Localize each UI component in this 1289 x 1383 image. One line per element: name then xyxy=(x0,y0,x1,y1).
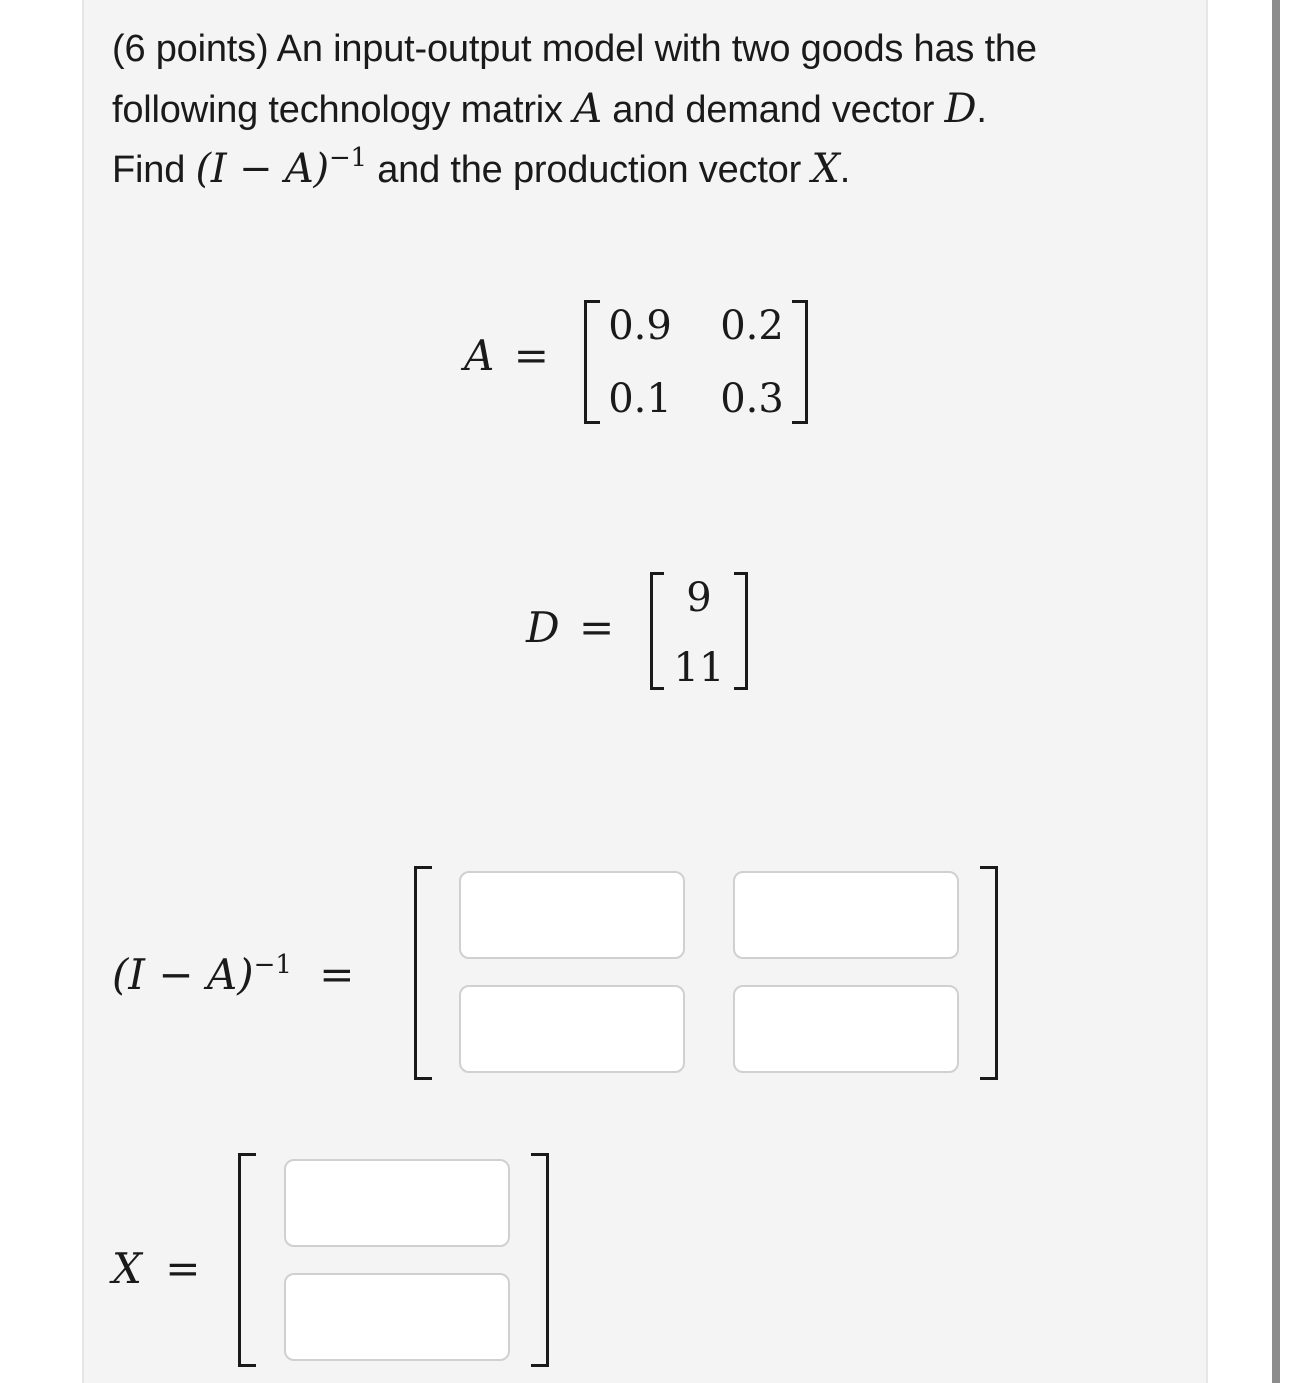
inverse-answer-input-r2c2[interactable] xyxy=(733,985,959,1073)
vector-D-right-bracket xyxy=(734,572,748,690)
matrix-A-left-bracket xyxy=(584,300,600,424)
vector-D-left-bracket xyxy=(650,572,664,690)
matrix-A-cell: 0.1 xyxy=(608,376,672,422)
inverse-answer-label xyxy=(112,950,354,999)
production-left-bracket xyxy=(238,1153,256,1367)
question-text-1: An input-output model with two goods has the xyxy=(276,28,1037,70)
vector-D-cell: 11 xyxy=(673,645,725,691)
matrix-A-cell: 0.3 xyxy=(720,376,784,422)
production-answer-symbol: X xyxy=(112,1244,142,1293)
var-X: X xyxy=(811,146,840,192)
inverse-answer-input-r1c1[interactable] xyxy=(459,871,685,959)
production-answer-label xyxy=(112,1244,200,1293)
var-D: D xyxy=(944,86,977,132)
matrix-A-symbol: A xyxy=(464,331,495,380)
matrix-A-cell: 0.2 xyxy=(720,303,784,349)
inverse-answer-expression: (I − A) xyxy=(112,950,254,999)
inverse-exponent: −1 xyxy=(328,143,367,173)
production-answer-input-1[interactable] xyxy=(284,1159,510,1247)
matrix-A-right-bracket xyxy=(792,300,808,424)
vector-D-symbol: D xyxy=(526,603,560,652)
inverse-answer-input-r2c1[interactable] xyxy=(459,985,685,1073)
inverse-left-bracket xyxy=(414,866,432,1080)
scrollbar[interactable] xyxy=(1272,0,1280,1383)
inverse-expression: (I − A) xyxy=(195,146,329,192)
points-label: (6 points) xyxy=(112,28,269,70)
equals-sign: = xyxy=(319,950,355,999)
equals-sign: = xyxy=(165,1244,201,1293)
period: . xyxy=(976,89,987,131)
question-text-2b: and demand vector xyxy=(612,89,935,131)
inverse-answer-exponent: −1 xyxy=(253,950,292,980)
production-answer-input-2[interactable] xyxy=(284,1273,510,1361)
vector-D-cell: 9 xyxy=(686,575,712,621)
question-text-3: and the production vector xyxy=(377,149,802,191)
question-text-2: following technology matrix xyxy=(112,89,563,131)
matrix-A-label xyxy=(464,331,549,380)
matrix-A-cell: 0.9 xyxy=(608,303,672,349)
inverse-right-bracket xyxy=(980,866,998,1080)
var-A: A xyxy=(573,86,602,132)
question-line-3 xyxy=(112,143,851,192)
period: . xyxy=(839,149,851,191)
inverse-answer-input-r1c2[interactable] xyxy=(733,871,959,959)
find-word: Find xyxy=(112,149,186,191)
question-line-2 xyxy=(112,86,987,132)
question-line-1 xyxy=(112,28,1037,71)
equals-sign: = xyxy=(579,603,615,652)
equals-sign: = xyxy=(513,331,549,380)
production-right-bracket xyxy=(531,1153,549,1367)
vector-D-label xyxy=(526,603,614,652)
